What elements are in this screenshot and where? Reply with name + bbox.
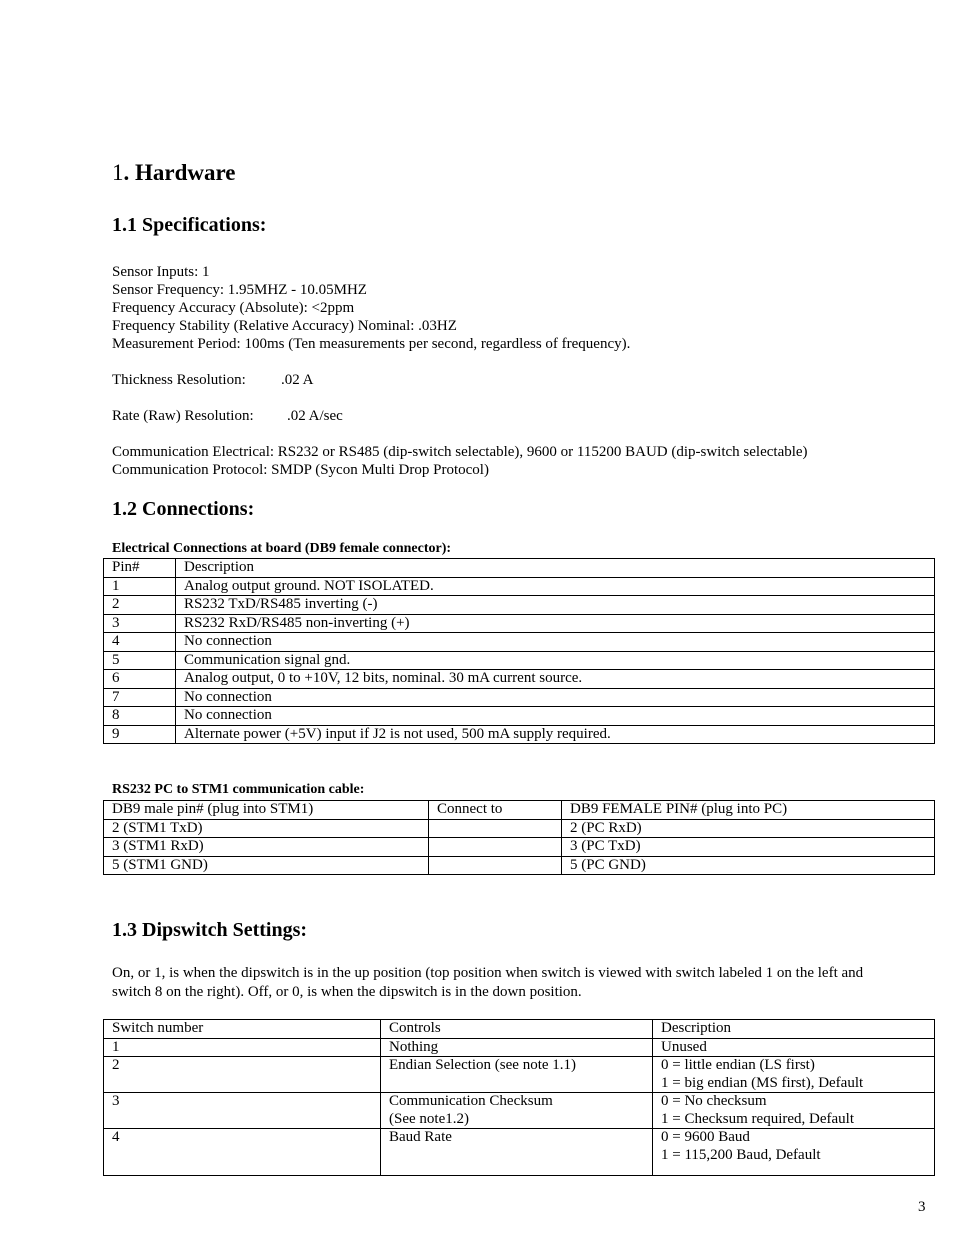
table-cell bbox=[381, 1129, 653, 1176]
dipswitch-paragraph: On, or 1, is when the dipswitch is in the up position (top position when switch is viewed with switch labeled 1 on the left and switch 8 on the right). Off, or 0, is when the dipswitch is in the down position. bbox=[112, 965, 864, 1000]
cell-line: 0 = No checksum bbox=[661, 1093, 767, 1109]
table-row bbox=[104, 688, 935, 707]
section-heading-hardware bbox=[112, 160, 236, 186]
cell-line: Unused bbox=[661, 1038, 707, 1055]
table-cell: 3 (STM1 RxD) bbox=[104, 838, 429, 857]
table-row bbox=[104, 1057, 935, 1093]
table-row bbox=[104, 577, 935, 596]
table-cell bbox=[653, 1057, 935, 1093]
db9-table-caption: Electrical Connections at board (DB9 female connector): bbox=[112, 541, 452, 556]
spec-line: Frequency Stability (Relative Accuracy) Nominal: .03HZ bbox=[112, 318, 457, 334]
table-row bbox=[104, 725, 935, 744]
table-cell: 8 bbox=[104, 707, 176, 726]
table-cell: 3 bbox=[104, 614, 176, 633]
table-cell: 2 bbox=[104, 596, 176, 615]
rate-resolution-label: Rate (Raw) Resolution: bbox=[112, 408, 254, 424]
table-row bbox=[104, 819, 935, 838]
table-cell: 6 bbox=[104, 670, 176, 689]
table-row bbox=[104, 856, 935, 875]
page-number: 3 bbox=[918, 1199, 926, 1215]
table-cell: Analog output, 0 to +10V, 12 bits, nominal. 30 mA current source. bbox=[176, 670, 935, 689]
table-header-row bbox=[104, 1020, 935, 1039]
table-cell: 4 bbox=[104, 1129, 381, 1176]
spec-line: Measurement Period: 100ms (Ten measurements per second, regardless of frequency). bbox=[112, 336, 631, 352]
table-cell: 3 (PC TxD) bbox=[562, 838, 935, 857]
cell-line: Baud Rate bbox=[389, 1129, 452, 1145]
table-cell: 7 bbox=[104, 688, 176, 707]
table-header-cell: Controls bbox=[381, 1020, 653, 1039]
heading-number: 1 bbox=[112, 160, 124, 185]
table-row bbox=[104, 670, 935, 689]
rate-resolution-value: .02 A/sec bbox=[287, 408, 343, 424]
cell-line: Communication Checksum bbox=[389, 1093, 553, 1109]
dipswitch-heading: 1.3 Dipswitch Settings: bbox=[112, 919, 308, 941]
table-cell: 3 bbox=[104, 1093, 381, 1129]
table-cell: 2 bbox=[104, 1057, 381, 1093]
table-cell bbox=[429, 856, 562, 875]
table-cell bbox=[429, 838, 562, 857]
table-row bbox=[104, 1038, 935, 1057]
thickness-resolution-value: .02 A bbox=[281, 372, 314, 388]
table-row bbox=[104, 633, 935, 652]
cell-line: Nothing bbox=[389, 1038, 439, 1055]
table-header-cell: Pin# bbox=[104, 559, 176, 578]
table-header-cell: Description bbox=[176, 559, 935, 578]
specifications-heading: 1.1 Specifications: bbox=[112, 214, 267, 236]
table-cell: Alternate power (+5V) input if J2 is not used, 500 mA supply required. bbox=[176, 725, 935, 744]
table-cell: 5 bbox=[104, 651, 176, 670]
table-cell: No connection bbox=[176, 707, 935, 726]
table-header-cell: Connect to bbox=[429, 801, 562, 820]
cell-line: 0 = 9600 Baud bbox=[661, 1129, 750, 1145]
cell-line: 0 = little endian (LS first) bbox=[661, 1057, 815, 1073]
table-cell bbox=[653, 1129, 935, 1176]
table-cell: 1 bbox=[104, 577, 176, 596]
heading-title: . Hardware bbox=[123, 160, 236, 185]
spec-line: Frequency Accuracy (Absolute): <2ppm bbox=[112, 300, 355, 316]
table-header-cell: Switch number bbox=[104, 1020, 381, 1039]
table-cell bbox=[381, 1093, 653, 1129]
spec-line: Communication Protocol: SMDP (Sycon Multi Drop Protocol) bbox=[112, 462, 489, 478]
cell-line: 1 = big endian (MS first), Default bbox=[661, 1074, 864, 1091]
spec-line: Sensor Inputs: 1 bbox=[112, 264, 210, 280]
table-cell: 4 bbox=[104, 633, 176, 652]
cable-table-caption: RS232 PC to STM1 communication cable: bbox=[112, 782, 365, 797]
table-header-row bbox=[104, 801, 935, 820]
table-header-row bbox=[104, 559, 935, 578]
spec-line: Sensor Frequency: 1.95MHZ - 10.05MHZ bbox=[112, 282, 367, 298]
table-row bbox=[104, 1129, 935, 1176]
table-cell bbox=[381, 1038, 653, 1057]
dipswitch-table bbox=[103, 1019, 935, 1176]
cell-line: 1 = Checksum required, Default bbox=[661, 1110, 854, 1127]
thickness-resolution-label: Thickness Resolution: bbox=[112, 372, 246, 388]
table-cell: 1 bbox=[104, 1038, 381, 1057]
cell-line: Endian Selection (see note 1.1) bbox=[389, 1057, 577, 1073]
cell-line: (See note1.2) bbox=[389, 1110, 469, 1127]
table-cell: 2 (STM1 TxD) bbox=[104, 819, 429, 838]
table-cell bbox=[381, 1057, 653, 1093]
table-row bbox=[104, 707, 935, 726]
cable-table bbox=[103, 800, 935, 875]
table-header-cell: DB9 male pin# (plug into STM1) bbox=[104, 801, 429, 820]
table-cell: No connection bbox=[176, 633, 935, 652]
table-cell: Analog output ground. NOT ISOLATED. bbox=[176, 577, 935, 596]
table-cell: No connection bbox=[176, 688, 935, 707]
table-header-cell: DB9 FEMALE PIN# (plug into PC) bbox=[562, 801, 935, 820]
spec-line: Communication Electrical: RS232 or RS485 (dip-switch selectable), 9600 or 115200 BAUD (dip-switch selectable) bbox=[112, 444, 808, 460]
table-cell: 2 (PC RxD) bbox=[562, 819, 935, 838]
table-cell bbox=[653, 1093, 935, 1129]
table-header-cell: Description bbox=[653, 1020, 935, 1039]
table-row bbox=[104, 1093, 935, 1129]
db9-pin-table bbox=[103, 558, 935, 744]
table-cell bbox=[653, 1038, 935, 1057]
table-cell: 5 (STM1 GND) bbox=[104, 856, 429, 875]
table-row bbox=[104, 614, 935, 633]
table-cell: 9 bbox=[104, 725, 176, 744]
table-cell: Communication signal gnd. bbox=[176, 651, 935, 670]
table-cell bbox=[429, 819, 562, 838]
table-row bbox=[104, 651, 935, 670]
connections-heading: 1.2 Connections: bbox=[112, 498, 255, 520]
cell-line: 1 = 115,200 Baud, Default bbox=[661, 1146, 821, 1163]
table-row bbox=[104, 596, 935, 615]
table-cell: RS232 TxD/RS485 inverting (-) bbox=[176, 596, 935, 615]
table-row bbox=[104, 838, 935, 857]
table-cell: 5 (PC GND) bbox=[562, 856, 935, 875]
table-cell: RS232 RxD/RS485 non-inverting (+) bbox=[176, 614, 935, 633]
